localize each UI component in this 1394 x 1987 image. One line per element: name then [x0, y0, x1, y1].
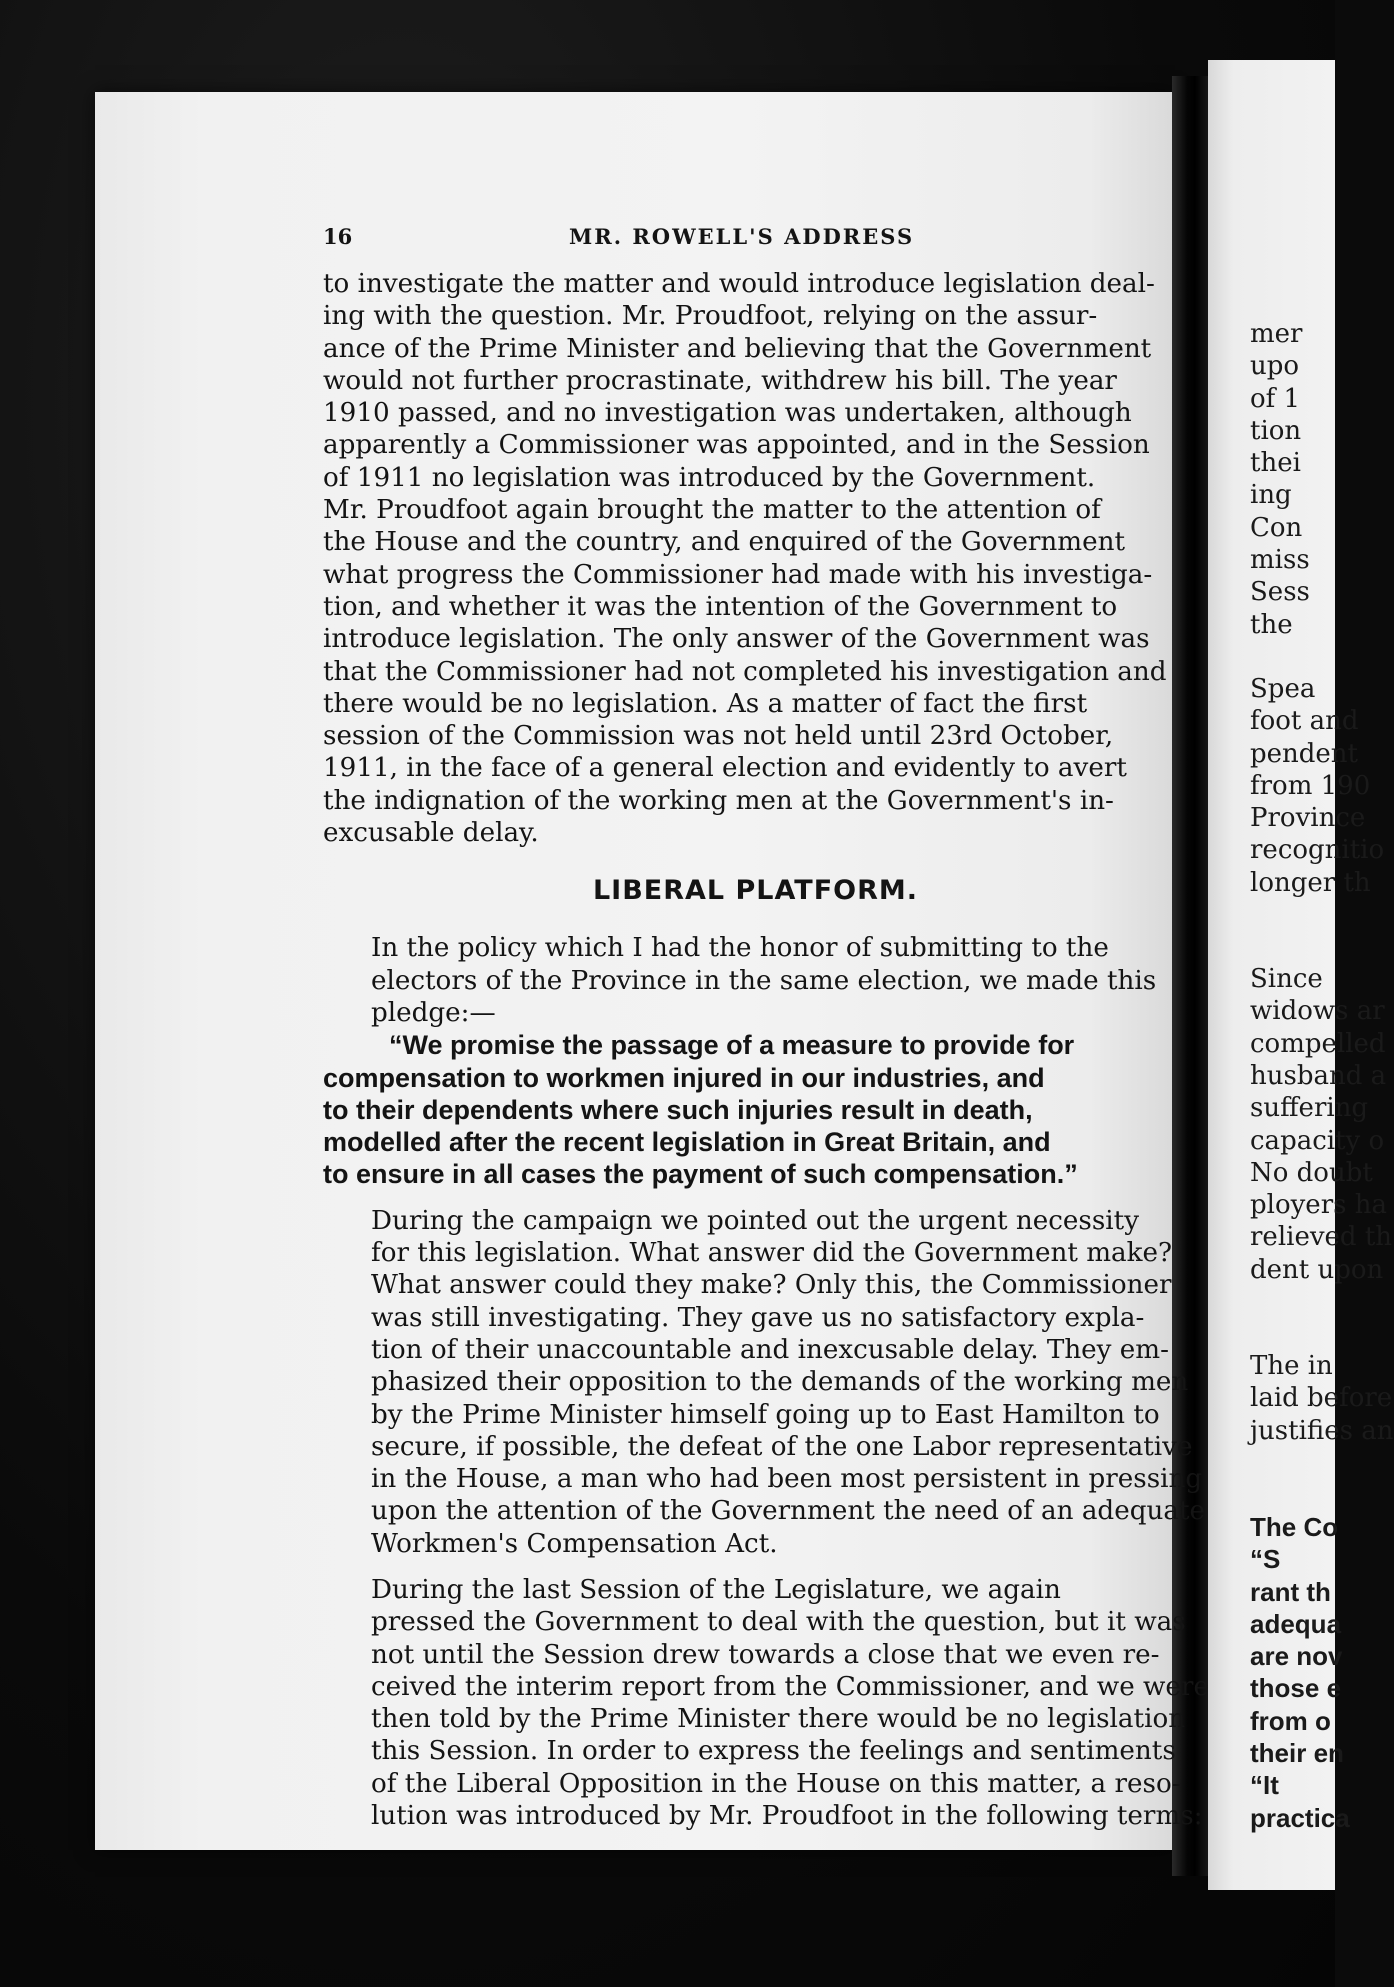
- text-line: ance of the Prime Minister and believing that the Government: [323, 333, 1152, 364]
- paragraph-gap: [323, 1560, 1188, 1574]
- text-line: lution was introduced by Mr. Proudfoot in the following terms:: [371, 1801, 1203, 1832]
- text-line: not until the Session drew towards a close that we even re-: [371, 1639, 1160, 1670]
- text-line: the indignation of the working men at the Government's in-: [323, 785, 1114, 816]
- text-line: What answer could they make? Only this, the Commissioner: [371, 1270, 1172, 1301]
- text-line: tion: [1250, 415, 1302, 446]
- text-line: The in: [1250, 1351, 1333, 1382]
- text-line: husband a: [1250, 1060, 1387, 1091]
- text-line: adequa: [1250, 1608, 1342, 1639]
- text-line: Con: [1250, 512, 1303, 543]
- text-line: Since: [1250, 964, 1323, 995]
- running-head-title: MR. ROWELL'S ADDRESS: [569, 224, 915, 249]
- text-line: by the Prime Minister himself going up to East Hamilton to: [371, 1399, 1160, 1430]
- text-line: During the last Session of the Legislature, we again: [371, 1574, 1061, 1605]
- text-line: was still investigating. They gave us no satisfactory expla-: [371, 1302, 1145, 1333]
- text-line: relieved th: [1250, 1222, 1393, 1253]
- text-line: Mr. Proudfoot again brought the matter to the attention of: [323, 495, 1101, 526]
- text-line: their en: [1250, 1737, 1344, 1768]
- text-line: Sess: [1250, 577, 1310, 608]
- text-line: rant th: [1250, 1576, 1331, 1607]
- right-block-4: [1250, 1350, 1394, 1447]
- text-line: pendent: [1250, 738, 1358, 769]
- paragraph-policy: [323, 932, 1188, 1029]
- text-line: are nov: [1250, 1641, 1343, 1672]
- text-line: what progress the Commissioner had made with his investiga-: [323, 559, 1153, 590]
- text-line: to investigate the matter and would introduce legislation deal-: [323, 269, 1155, 299]
- text-line: compelled: [1250, 1028, 1386, 1059]
- text-line: excusable delay.: [323, 818, 539, 849]
- text-line: to their dependents where such injuries result in death,: [323, 1094, 1033, 1125]
- page-number: 16: [323, 224, 353, 249]
- text-line: In the policy which I had the honor of submitting to the: [371, 933, 1109, 964]
- text-line: that the Commissioner had not completed his investigation and: [323, 656, 1167, 687]
- text-line: upon the attention of the Government the need of an adequate: [371, 1496, 1205, 1527]
- text-line: 1911, in the face of a general election and evidently to avert: [323, 753, 1127, 784]
- text-line: No doubt: [1250, 1157, 1373, 1188]
- text-line: widows ar: [1250, 996, 1385, 1027]
- text-line: of 1911 no legislation was introduced by the Government.: [323, 462, 1096, 493]
- text-line: foot and: [1250, 706, 1359, 737]
- paragraph-investigation: [323, 268, 1188, 849]
- right-page-text: [1250, 318, 1394, 1834]
- text-line: ployers ha: [1250, 1190, 1387, 1221]
- text-line: suffering: [1250, 1093, 1369, 1124]
- text-line: During the campaign we pointed out the urgent necessity: [371, 1205, 1140, 1236]
- right-block-2: [1250, 673, 1385, 899]
- text-line: justifies an: [1250, 1415, 1394, 1446]
- text-line: laid before: [1250, 1383, 1393, 1414]
- text-line: Province: [1250, 803, 1366, 834]
- paragraph-campaign: [323, 1205, 1205, 1560]
- text-line: there would be no legislation. As a matter of fact the first: [323, 688, 1088, 719]
- text-line: recognitio: [1250, 835, 1385, 866]
- right-block-3: [1250, 963, 1393, 1286]
- text-line: would not further procrastinate, withdrew his bill. The year: [323, 365, 1117, 396]
- text-line: miss: [1250, 545, 1310, 576]
- text-line: in the House, a man who had been most persistent in pressing: [371, 1464, 1203, 1495]
- text-line: longer th: [1250, 867, 1371, 898]
- text-line: the House and the country, and enquired of the Government: [323, 527, 1126, 558]
- text-line: phasized their opposition to the demands of the working men: [371, 1367, 1189, 1398]
- text-line: introduce legislation. The only answer of the Government was: [323, 624, 1150, 655]
- page-content: [323, 222, 1209, 1832]
- text-line: pressed the Government to deal with the question, but it was: [371, 1607, 1186, 1638]
- text-line: Spea: [1250, 673, 1316, 704]
- text-line: session of the Commission was not held until 23rd October,: [323, 721, 1114, 752]
- text-line: then told by the Prime Minister there would be no legislation: [371, 1704, 1186, 1735]
- paragraph-last-session: [323, 1574, 1209, 1832]
- text-line: tion, and whether it was the intention of the Government to: [323, 591, 1118, 622]
- text-line: thei: [1250, 448, 1301, 479]
- text-line: 1910 passed, and no investigation was undertaken, although: [323, 398, 1132, 429]
- text-line: for this legislation. What answer did the Government make?: [371, 1238, 1173, 1269]
- text-line: practica: [1250, 1802, 1350, 1833]
- text-line: “S: [1250, 1544, 1281, 1575]
- pledge-quote: [323, 1029, 1188, 1190]
- text-line: mer: [1250, 319, 1303, 349]
- right-block-5: [1250, 1511, 1350, 1834]
- text-line: ing with the question. Mr. Proudfoot, relying on the assur-: [323, 301, 1098, 332]
- text-line: of 1: [1250, 383, 1301, 414]
- text-line: those e: [1250, 1673, 1342, 1704]
- section-heading: LIBERAL PLATFORM.: [592, 875, 919, 907]
- text-line: from 190: [1250, 770, 1371, 801]
- text-line: apparently a Commissioner was appointed, and in the Session: [323, 430, 1150, 461]
- text-line: this Session. In order to express the feelings and sentiments: [371, 1736, 1176, 1767]
- text-line: ing: [1250, 480, 1292, 511]
- right-block-1: [1250, 318, 1335, 641]
- text-line: to ensure in all cases the payment of such compensation.”: [323, 1159, 1078, 1190]
- text-line: electors of the Province in the same election, we made this: [371, 965, 1157, 996]
- text-line: upo: [1250, 351, 1300, 382]
- text-line: dent upon: [1250, 1254, 1384, 1285]
- text-line: capacity o: [1250, 1125, 1385, 1156]
- text-line: pledge:—: [371, 997, 496, 1028]
- text-line: the: [1250, 609, 1293, 640]
- text-line: “We promise the passage of a measure to provide for: [389, 1030, 1075, 1061]
- text-line: modelled after the recent legislation in Great Britain, and: [323, 1127, 1051, 1158]
- text-line: The Co: [1250, 1511, 1339, 1542]
- text-line: of the Liberal Opposition in the House on this matter, a reso-: [371, 1768, 1181, 1799]
- running-head: [323, 222, 1188, 262]
- text-line: “It: [1250, 1770, 1279, 1801]
- text-line: tion of their unaccountable and inexcusable delay. They em-: [371, 1334, 1169, 1365]
- text-line: from o: [1250, 1705, 1331, 1736]
- text-line: secure, if possible, the defeat of the one Labor representative: [371, 1431, 1193, 1462]
- text-line: Workmen's Compensation Act.: [371, 1528, 778, 1559]
- text-line: ceived the interim report from the Commissioner, and we were: [371, 1671, 1209, 1702]
- text-line: compensation to workmen injured in our industries, and: [323, 1062, 1045, 1093]
